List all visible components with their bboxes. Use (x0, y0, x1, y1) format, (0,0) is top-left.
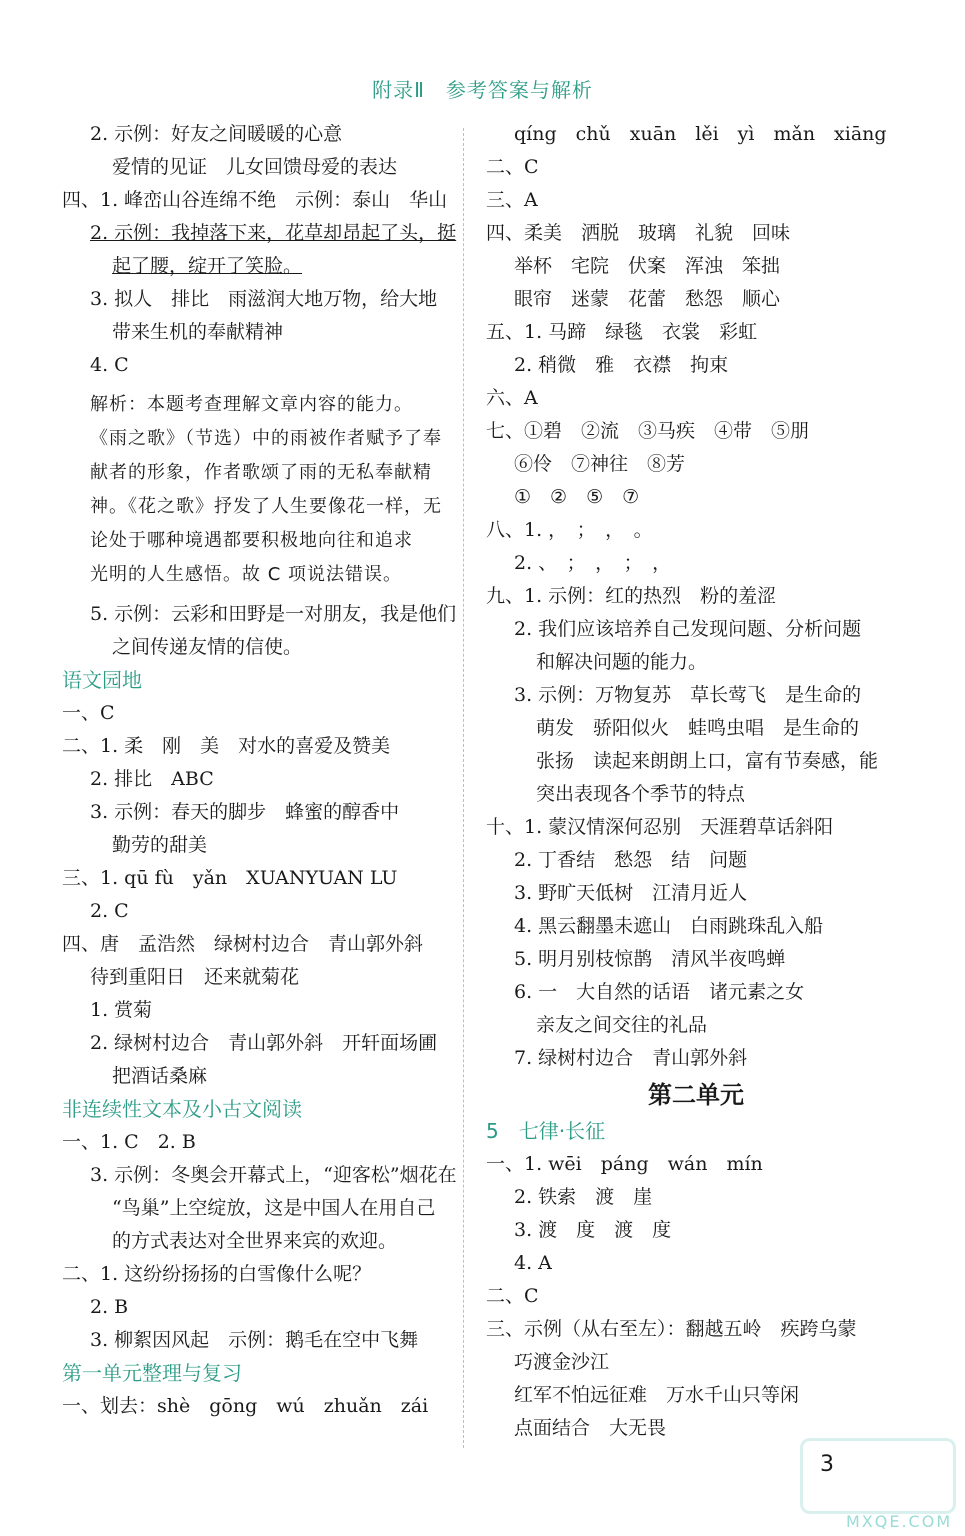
right-column (486, 118, 906, 1445)
answer-line: 亲友之间交往的礼品 (536, 1014, 708, 1036)
answer-line: 献者的形象，作者歌颂了雨的无私奉献精 (90, 462, 432, 483)
answer-line: 《雨之歌》（节选）中的雨被作者赋予了奉 (90, 428, 442, 449)
answer-line: ① ② ⑤ ⑦ (514, 486, 640, 508)
answer-line: “鸟巢”上空绽放，这是中国人在用自己 (112, 1197, 436, 1219)
answer-line: 5. 明月别枝惊鹊 清风半夜鸣蝉 (514, 948, 786, 970)
answer-line: 3. 柳絮因风起 示例：鹅毛在空中飞舞 (90, 1329, 419, 1351)
answer-line: 四、1. 峰峦山谷连绵不绝 示例：泰山 华山 (62, 189, 448, 211)
answer-line: 二、1. 柔 刚 美 对水的喜爱及赞美 (62, 735, 391, 757)
answer-line: 2. B (90, 1296, 129, 1318)
answer-line: 二、C (486, 1285, 539, 1307)
answer-line: 一、1. C 2. B (62, 1131, 196, 1153)
answer-line: 和解决问题的能力。 (536, 651, 708, 673)
answer-line: 论处于哪种境遇都要积极地向往和追求 (90, 530, 413, 551)
answer-line: 2. 铁索 渡 崖 (514, 1186, 653, 1208)
answer-line: 萌发 骄阳似火 蛙鸣虫唱 是生命的 (536, 717, 860, 739)
answer-line: 2. 绿树村边合 青山郭外斜 开轩面场圃 (90, 1032, 438, 1054)
answer-line: 3. 示例：万物复苏 草长莺飞 是生命的 (514, 684, 862, 706)
page-header: 附录Ⅱ 参考答案与解析 (372, 78, 593, 102)
answer-line: 5. 示例：云彩和田野是一对朋友，我是他们 (90, 603, 457, 625)
answer-line: 4. A (514, 1252, 552, 1274)
answer-line: 2. 示例：我掉落下来，花草却昂起了头，挺 (90, 222, 457, 244)
answer-line: 3. 示例：春天的脚步 蜂蜜的醇香中 (90, 801, 400, 823)
answer-line: 4. 黑云翻墨未遮山 白雨跳珠乱入船 (514, 915, 824, 937)
answer-line: 点面结合 大无畏 (514, 1417, 667, 1439)
answer-line: 2. 稍微 雅 衣襟 拘束 (514, 354, 729, 376)
watermark-text: MXQE.COM (846, 1512, 953, 1531)
answer-line: 把酒话桑麻 (112, 1065, 208, 1087)
answer-line: 爱情的见证 儿女回馈母爱的表达 (112, 156, 398, 178)
answer-line: 2. 我们应该培养自己发现问题、分析问题 (514, 618, 862, 640)
answer-line: 巧渡金沙江 (514, 1351, 610, 1373)
answer-line: 7. 绿树村边合 青山郭外斜 (514, 1047, 748, 1069)
answer-line: 红军不怕远征难 万水千山只等闲 (514, 1384, 800, 1406)
answer-line: 第一单元整理与复习 (62, 1361, 242, 1385)
answer-line: 一、C (62, 702, 115, 724)
answer-line: 神。《花之歌》抒发了人生要像花一样，无 (90, 496, 442, 517)
answer-line: qíng chǔ xuān lěi yì mǎn xiāng (514, 123, 887, 145)
answer-line: 突出表现各个季节的特点 (536, 783, 746, 805)
answer-line: 三、1. qū fù yǎn XUANYUAN LU (62, 867, 398, 889)
answer-line: 一、1. wēi páng wán mín (486, 1153, 763, 1175)
answer-line: 2. 排比 ABC (90, 768, 214, 790)
answer-line: 四、唐 孟浩然 绿树村边合 青山郭外斜 (62, 933, 424, 955)
answer-line: 勤劳的甜美 (112, 834, 208, 856)
answer-line: 起了腰，绽开了笑脸。 (112, 255, 303, 277)
answer-line: 非连续性文本及小古文阅读 (62, 1097, 302, 1121)
answer-line: 2. 示例：好友之间暖暖的心意 (90, 123, 343, 145)
answer-line: 张扬 读起来朗朗上口，富有节奏感，能 (536, 750, 879, 772)
answer-line: 2. 丁香结 愁怨 结 问题 (514, 849, 748, 871)
answer-line: 二、C (486, 156, 539, 178)
left-column (62, 118, 482, 1423)
answer-line: 第二单元 (648, 1081, 744, 1109)
answer-line: 4. C (90, 354, 129, 376)
answer-line: 之间传递友情的信使。 (112, 636, 303, 658)
answer-line: 六、A (486, 387, 538, 409)
answer-line: 带来生机的奉献精神 (112, 321, 284, 343)
answer-line: 2. C (90, 900, 129, 922)
page-number: 3 (820, 1452, 834, 1477)
answer-line: 三、A (486, 189, 538, 211)
answer-line: 举杯 宅院 伏案 浑浊 笨拙 (514, 255, 781, 277)
answer-line: 3. 示例：冬奥会开幕式上，“迎客松”烟花在 (90, 1164, 457, 1186)
answer-line: 光明的人生感悟。故 C 项说法错误。 (90, 564, 403, 585)
answer-line: 五、1. 马蹄 绿毯 衣裳 彩虹 (486, 321, 758, 343)
answer-line: 八、1. ， ； ， 。 (486, 519, 653, 541)
answer-line: 眼帘 迷蒙 花蕾 愁怨 顺心 (514, 288, 781, 310)
answer-line: 三、示例（从右至左）：翻越五岭 疾跨乌蒙 (486, 1318, 857, 1340)
answer-line: 七、①碧 ②流 ③马疾 ④带 ⑤朋 (486, 420, 810, 442)
answer-line: 二、1. 这纷纷扬扬的白雪像什么呢？ (62, 1263, 372, 1285)
answer-line: 2. 、 ； ， ； ， (514, 552, 672, 574)
answer-line: 九、1. 示例：红的热烈 粉的羞涩 (486, 585, 777, 607)
answer-line: 解析：本题考查理解文章内容的能力。 (90, 394, 413, 415)
answer-line: 一、划去：shè gōng wú zhuǎn zái (62, 1395, 429, 1417)
answer-line: 四、柔美 洒脱 玻璃 礼貌 回味 (486, 222, 791, 244)
answer-line: 3. 渡 度 渡 度 (514, 1219, 672, 1241)
answer-line: 5 七律·长征 (486, 1119, 606, 1143)
answer-line: 的方式表达对全世界来宾的欢迎。 (112, 1230, 398, 1252)
answer-line: 语文园地 (62, 668, 142, 692)
answer-line: 待到重阳日 还来就菊花 (90, 966, 300, 988)
answer-line: 3. 拟人 排比 雨滋润大地万物，给大地 (90, 288, 438, 310)
answer-line: 3. 野旷天低树 江清月近人 (514, 882, 748, 904)
answer-line: 6. 一 大自然的话语 诸元素之女 (514, 981, 805, 1003)
answer-line: 十、1. 蒙汉情深何忍别 天涯碧草话斜阳 (486, 816, 834, 838)
answer-line: ⑥伶 ⑦神往 ⑧芳 (514, 453, 686, 475)
answer-line: 1. 赏菊 (90, 999, 153, 1021)
